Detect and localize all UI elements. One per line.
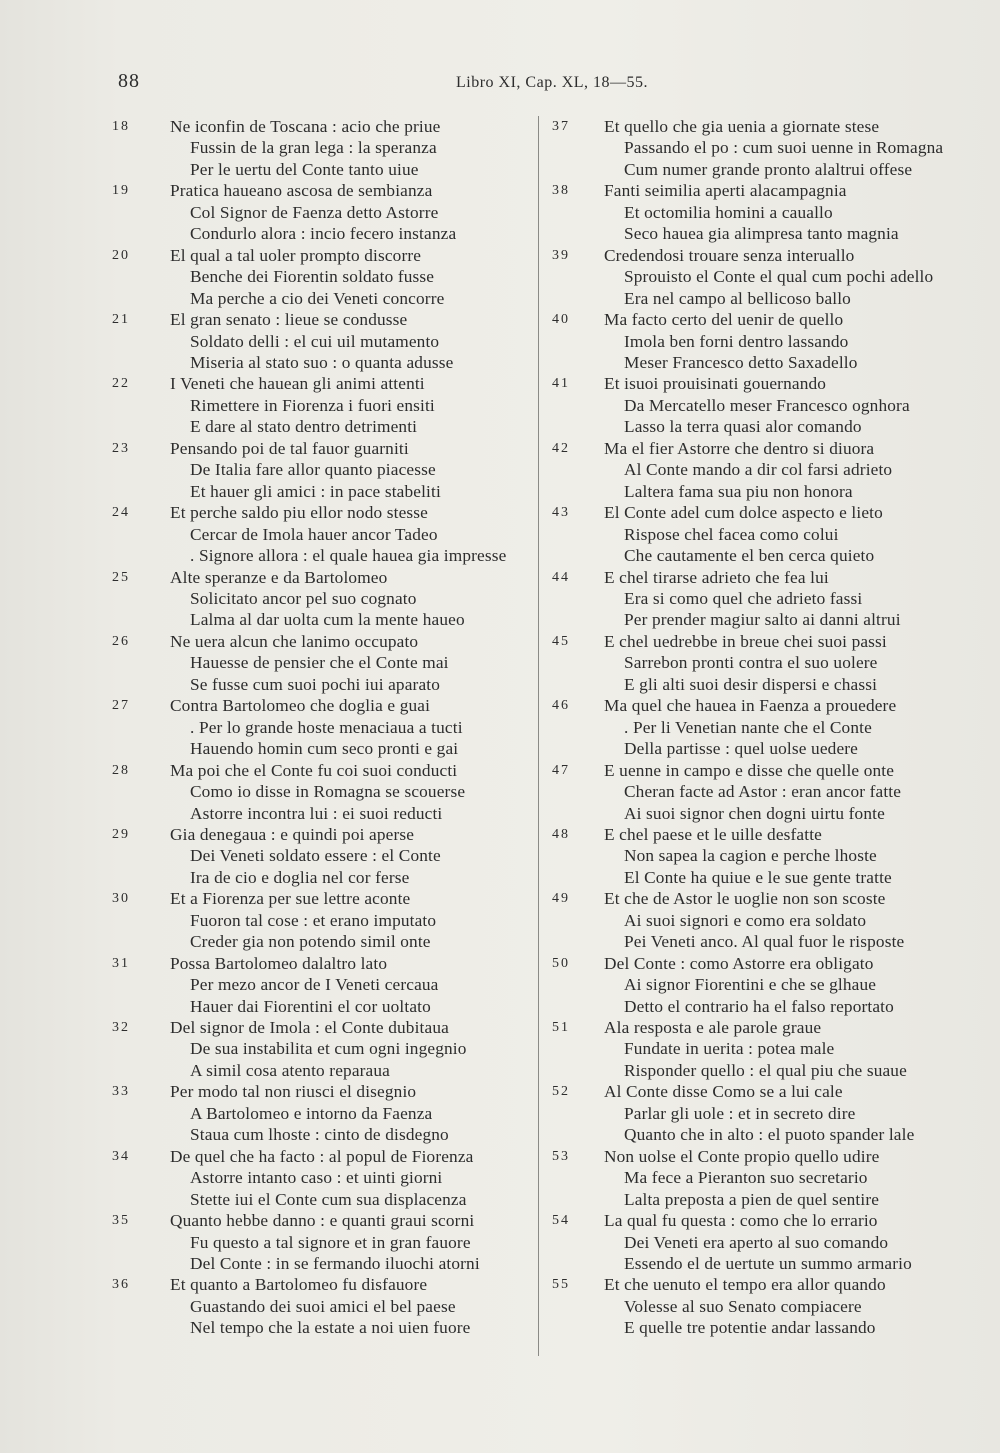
verse-line: A Bartolomeo e intorno da Faenza [190, 1103, 433, 1123]
stanza [552, 309, 982, 373]
stanza [552, 760, 982, 824]
verse-line: E uenne in campo e disse che quelle onte [604, 760, 895, 780]
stanza [552, 1081, 982, 1145]
stanza-number: 35 [112, 1213, 130, 1229]
stanza-number: 51 [552, 1020, 570, 1036]
verse-line: El Conte ha quiue e le sue gente tratte [624, 867, 892, 887]
verse-line: Sprouisto el Conte el qual cum pochi adello [624, 267, 934, 287]
verse-line: Del signor de Imola : el Conte dubitaua [170, 1018, 449, 1038]
stanza [552, 1017, 982, 1081]
stanza [112, 502, 532, 566]
stanza [112, 824, 532, 888]
stanza-number: 23 [112, 440, 130, 456]
stanza [112, 631, 532, 695]
verse-line: Lalma al dar uolta cum la mente haueo [190, 610, 465, 630]
verse-line: Pratica haueano ascosa de sembianza [170, 181, 433, 201]
stanza [112, 953, 532, 1017]
verse-line: Pei Veneti anco. Al qual fuor le risposte [624, 932, 905, 952]
stanza-number: 25 [112, 569, 130, 585]
verse-line: Rimettere in Fiorenza i fuori ensiti [190, 395, 435, 415]
right-column [552, 116, 982, 1339]
stanza-number: 53 [552, 1148, 570, 1164]
stanza-number: 42 [552, 440, 570, 456]
verse-line: E chel paese et le uille desfatte [604, 824, 822, 844]
verse-line: Sarrebon pronti contra el suo uolere [624, 653, 878, 673]
verse-line: Et quanto a Bartolomeo fu disfauore [170, 1275, 428, 1295]
verse-line: Astorre incontra lui : ei suoi reducti [190, 803, 443, 823]
stanza-number: 43 [552, 505, 570, 521]
stanza [552, 824, 982, 888]
stanza-number: 26 [112, 633, 130, 649]
stanza [112, 1017, 532, 1081]
verse-line: Ira de cio e doglia nel cor ferse [190, 867, 410, 887]
verse-line: Creder gia non potendo simil onte [190, 932, 431, 952]
verse-line: Dei Veneti soldato essere : el Conte [190, 846, 441, 866]
verse-line: Ma poi che el Conte fu coi suoi conducti [170, 760, 458, 780]
verse-line: Ne iconfin de Toscana : acio che priue [170, 117, 441, 136]
verse-line: Seco hauea gia alimpresa tanto magnia [624, 224, 899, 244]
verse-line: Al Conte disse Como se a lui cale [604, 1082, 843, 1102]
stanza [552, 953, 982, 1017]
stanza-number: 28 [112, 762, 130, 778]
stanza [112, 245, 532, 309]
stanza-number: 33 [112, 1084, 130, 1100]
page-number: 88 [118, 70, 140, 92]
stanza [112, 180, 532, 244]
verse-line: Ai suoi signor chen dogni uirtu fonte [624, 803, 885, 823]
stanza-number: 54 [552, 1213, 570, 1229]
verse-line: Era si como quel che adrieto fassi [624, 588, 863, 608]
verse-line: Non uolse el Conte propio quello udire [604, 1146, 880, 1166]
verse-line: Era nel campo al bellicoso ballo [624, 288, 851, 308]
stanza [112, 116, 532, 180]
running-head: Libro XI, Cap. XL, 18—55. [456, 74, 649, 91]
verse-line: Parlar gli uole : et in secreto dire [624, 1103, 856, 1123]
verse-line: Volesse al suo Senato compiacere [624, 1296, 862, 1316]
verse-line: Ma facto certo del uenir de quello [604, 310, 844, 330]
verse-line: Hauesse de pensier che el Conte mai [190, 653, 449, 673]
verse-line: Dei Veneti era aperto al suo comando [624, 1232, 889, 1252]
stanza [552, 1274, 982, 1338]
verse-line: Nel tempo che la estate a noi uien fuore [190, 1318, 471, 1338]
stanza [112, 760, 532, 824]
verse-line: Como io disse in Romagna se scouerse [190, 782, 466, 802]
verse-line: Ma fece a Pieranton suo secretario [624, 1168, 868, 1188]
stanza [112, 567, 532, 631]
verse-line: Fuoron tal cose : et erano imputato [190, 910, 437, 930]
stanza-number: 55 [552, 1277, 570, 1293]
verse-line: De Italia fare allor quanto piacesse [190, 460, 436, 480]
verse-line: . Signore allora : el quale hauea gia impresse [190, 546, 507, 566]
verse-line: Meser Francesco detto Saxadello [624, 352, 858, 372]
verse-line: E chel tirarse adrieto che fea lui [604, 567, 829, 587]
verse-line: Lalta preposta a pien de quel sentire [624, 1189, 880, 1209]
verse-line: A simil cosa atento reparaua [190, 1060, 390, 1080]
verse-line: Gia denegaua : e quindi poi aperse [170, 824, 415, 844]
verse-line: Ai suoi signori e como era soldato [624, 910, 867, 930]
verse-line: La qual fu questa : como che lo errario [604, 1211, 878, 1231]
verse-line: Et hauer gli amici : in pace stabeliti [190, 481, 441, 501]
stanza-number: 34 [112, 1148, 130, 1164]
verse-line: Risponder quello : el qual piu che suaue [624, 1060, 907, 1080]
stanza-number: 20 [112, 247, 130, 263]
verse-line: Fussin de la gran lega : la speranza [190, 138, 437, 158]
verse-line: Da Mercatello meser Francesco ognhora [624, 395, 910, 415]
verse-line: Condurlo alora : incio fecero instanza [190, 224, 457, 244]
verse-line: Cercar de Imola hauer ancor Tadeo [190, 524, 438, 544]
verse-line: Ala resposta e ale parole graue [604, 1018, 822, 1038]
stanza-number: 24 [112, 505, 130, 521]
stanza-number: 50 [552, 955, 570, 971]
stanza [112, 309, 532, 373]
verse-line: Ma quel che hauea in Faenza a prouedere [604, 696, 897, 716]
verse-line: Che cautamente el ben cerca quieto [624, 546, 875, 566]
verse-line: . Per lo grande hoste menaciaua a tucti [190, 717, 463, 737]
verse-line: Detto el contrario ha el falso reportato [624, 996, 894, 1016]
verse-line: Per le uertu del Conte tanto uiue [190, 159, 419, 179]
verse-line: Possa Bartolomeo dalaltro lato [170, 953, 388, 973]
verse-line: Col Signor de Faenza detto Astorre [190, 202, 439, 222]
verse-line: Se fusse cum suoi pochi iui aparato [190, 674, 441, 694]
stanza [112, 695, 532, 759]
verse-line: Lasso la terra quasi alor comando [624, 417, 862, 437]
verse-line: Benche dei Fiorentin soldato fusse [190, 267, 435, 287]
stanza [112, 373, 532, 437]
verse-line: Alte speranze e da Bartolomeo [170, 567, 388, 587]
stanza [552, 1210, 982, 1274]
stanza-number: 30 [112, 891, 130, 907]
verse-line: Astorre intanto caso : et uinti giorni [190, 1168, 443, 1188]
verse-line: Solicitato ancor pel suo cognato [190, 588, 417, 608]
stanza-number: 39 [552, 247, 570, 263]
verse-line: Hauendo homin cum seco pronti e gai [190, 739, 459, 759]
stanza-number: 49 [552, 891, 570, 907]
stanza-number: 47 [552, 762, 570, 778]
stanza-number: 18 [112, 119, 130, 134]
verse-line: Per mezo ancor de I Veneti cercaua [190, 975, 439, 995]
verse-line: Fu questo a tal signore et in gran fauore [190, 1232, 471, 1252]
stanza [552, 373, 982, 437]
verse-line: Hauer dai Fiorentini el cor uoltato [190, 996, 431, 1016]
verse-line: Et perche saldo piu ellor nodo stesse [170, 503, 428, 523]
stanza-number: 27 [112, 698, 130, 714]
verse-line: E gli alti suoi desir dispersi e chassi [624, 674, 878, 694]
verse-line: Non sapea la cagion e perche lhoste [624, 846, 877, 866]
stanza [112, 438, 532, 502]
verse-line: . Per li Venetian nante che el Conte [624, 717, 872, 737]
verse-line: Essendo el de uertute un summo armario [624, 1254, 912, 1274]
stanza [112, 1210, 532, 1274]
verse-line: Credendosi trouare senza interuallo [604, 245, 855, 265]
verse-line: Rispose chel facea como colui [624, 524, 839, 544]
stanza-number: 40 [552, 312, 570, 328]
verse-line: El gran senato : lieue se condusse [170, 310, 408, 330]
stanza-number: 36 [112, 1277, 130, 1293]
verse-line: Imola ben forni dentro lassando [624, 331, 849, 351]
left-column [112, 116, 532, 1339]
stanza-number: 52 [552, 1084, 570, 1100]
stanza [552, 180, 982, 244]
verse-line: Ai signor Fiorentini e che se glhaue [624, 975, 877, 995]
stanza-number: 45 [552, 633, 570, 649]
verse-line: Laltera fama sua piu non honora [624, 481, 853, 501]
stanza [552, 1146, 982, 1210]
verse-line: Et quello che gia uenia a giornate stese [604, 117, 880, 136]
stanza-number: 21 [112, 312, 130, 328]
verse-line: Ma el fier Astorre che dentro si diuora [604, 438, 875, 458]
stanza-number: 46 [552, 698, 570, 714]
verse-line: E quelle tre potentie andar lassando [624, 1318, 876, 1338]
verse-line: Pensando poi de tal fauor guarniti [170, 438, 409, 458]
verse-line: Della partisse : quel uolse uedere [624, 739, 858, 759]
verse-line: Passando el po : cum suoi uenne in Romagna [624, 138, 944, 158]
verse-line: Del Conte : in se fermando iluochi atorni [190, 1254, 480, 1274]
verse-line: Quanto hebbe danno : e quanti graui scorni [170, 1211, 475, 1231]
verse-line: Staua cum lhoste : cinto de disdegno [190, 1125, 449, 1145]
verse-line: De sua instabilita et cum ogni ingegnio [190, 1039, 467, 1059]
stanza-number: 31 [112, 955, 130, 971]
verse-line: Per prender magiur salto ai danni altrui [624, 610, 901, 630]
verse-line: E chel uedrebbe in breue chei suoi passi [604, 631, 887, 651]
stanza [112, 1146, 532, 1210]
verse-line: Et che de Astor le uoglie non son scoste [604, 889, 886, 909]
stanza [552, 502, 982, 566]
verse-line: Soldato delli : el cui uil mutamento [190, 331, 440, 351]
verse-line: Cum numer grande pronto alaltrui offese [624, 159, 913, 179]
stanza [552, 116, 982, 180]
verse-line: Fanti seimilia aperti alacampagnia [604, 181, 847, 201]
verse-line: El qual a tal uoler prompto discorre [170, 245, 422, 265]
verse-line: E dare al stato dentro detrimenti [190, 417, 418, 437]
stanza-number: 37 [552, 119, 570, 134]
stanza [552, 438, 982, 502]
verse-line: Cheran facte ad Astor : eran ancor fatte [624, 782, 902, 802]
column-divider [538, 116, 539, 1356]
stanza [552, 567, 982, 631]
verse-line: Per modo tal non riusci el disegnio [170, 1082, 417, 1102]
stanza [112, 1274, 532, 1338]
stanza-number: 48 [552, 826, 570, 842]
stanza [112, 888, 532, 952]
verse-line: I Veneti che hauean gli animi attenti [170, 374, 425, 394]
stanza [552, 695, 982, 759]
verse-line: Et octomilia homini a cauallo [624, 202, 833, 222]
verse-line: Miseria al stato suo : o quanta adusse [190, 352, 454, 372]
stanza [552, 245, 982, 309]
stanza [552, 888, 982, 952]
stanza-number: 44 [552, 569, 570, 585]
stanza [552, 631, 982, 695]
stanza-number: 29 [112, 826, 130, 842]
verse-line: De quel che ha facto : al popul de Fiorenza [170, 1146, 474, 1166]
verse-line: Del Conte : como Astorre era obligato [604, 953, 874, 973]
verse-line: Quanto che in alto : el puoto spander lale [624, 1125, 915, 1145]
verse-line: Contra Bartolomeo che doglia e guai [170, 696, 431, 716]
verse-line: Et a Fiorenza per sue lettre aconte [170, 889, 411, 909]
verse-line: Fundate in uerita : potea male [624, 1039, 835, 1059]
verse-line: Et isuoi prouisinati gouernando [604, 374, 827, 394]
verse-line: Al Conte mando a dir col farsi adrieto [624, 460, 893, 480]
verse-line: Et che uenuto el tempo era allor quando [604, 1275, 886, 1295]
verse-line: El Conte adel cum dolce aspecto e lieto [604, 503, 883, 523]
stanza-number: 19 [112, 183, 130, 199]
verse-line: Ne uera alcun che lanimo occupato [170, 631, 419, 651]
verse-line: Guastando dei suoi amici el bel paese [190, 1296, 456, 1316]
stanza-number: 41 [552, 376, 570, 392]
verse-line: Stette iui el Conte cum sua displacenza [190, 1189, 467, 1209]
verse-line: Ma perche a cio dei Veneti concorre [190, 288, 445, 308]
stanza [112, 1081, 532, 1145]
stanza-number: 22 [112, 376, 130, 392]
stanza-number: 32 [112, 1020, 130, 1036]
stanza-number: 38 [552, 183, 570, 199]
